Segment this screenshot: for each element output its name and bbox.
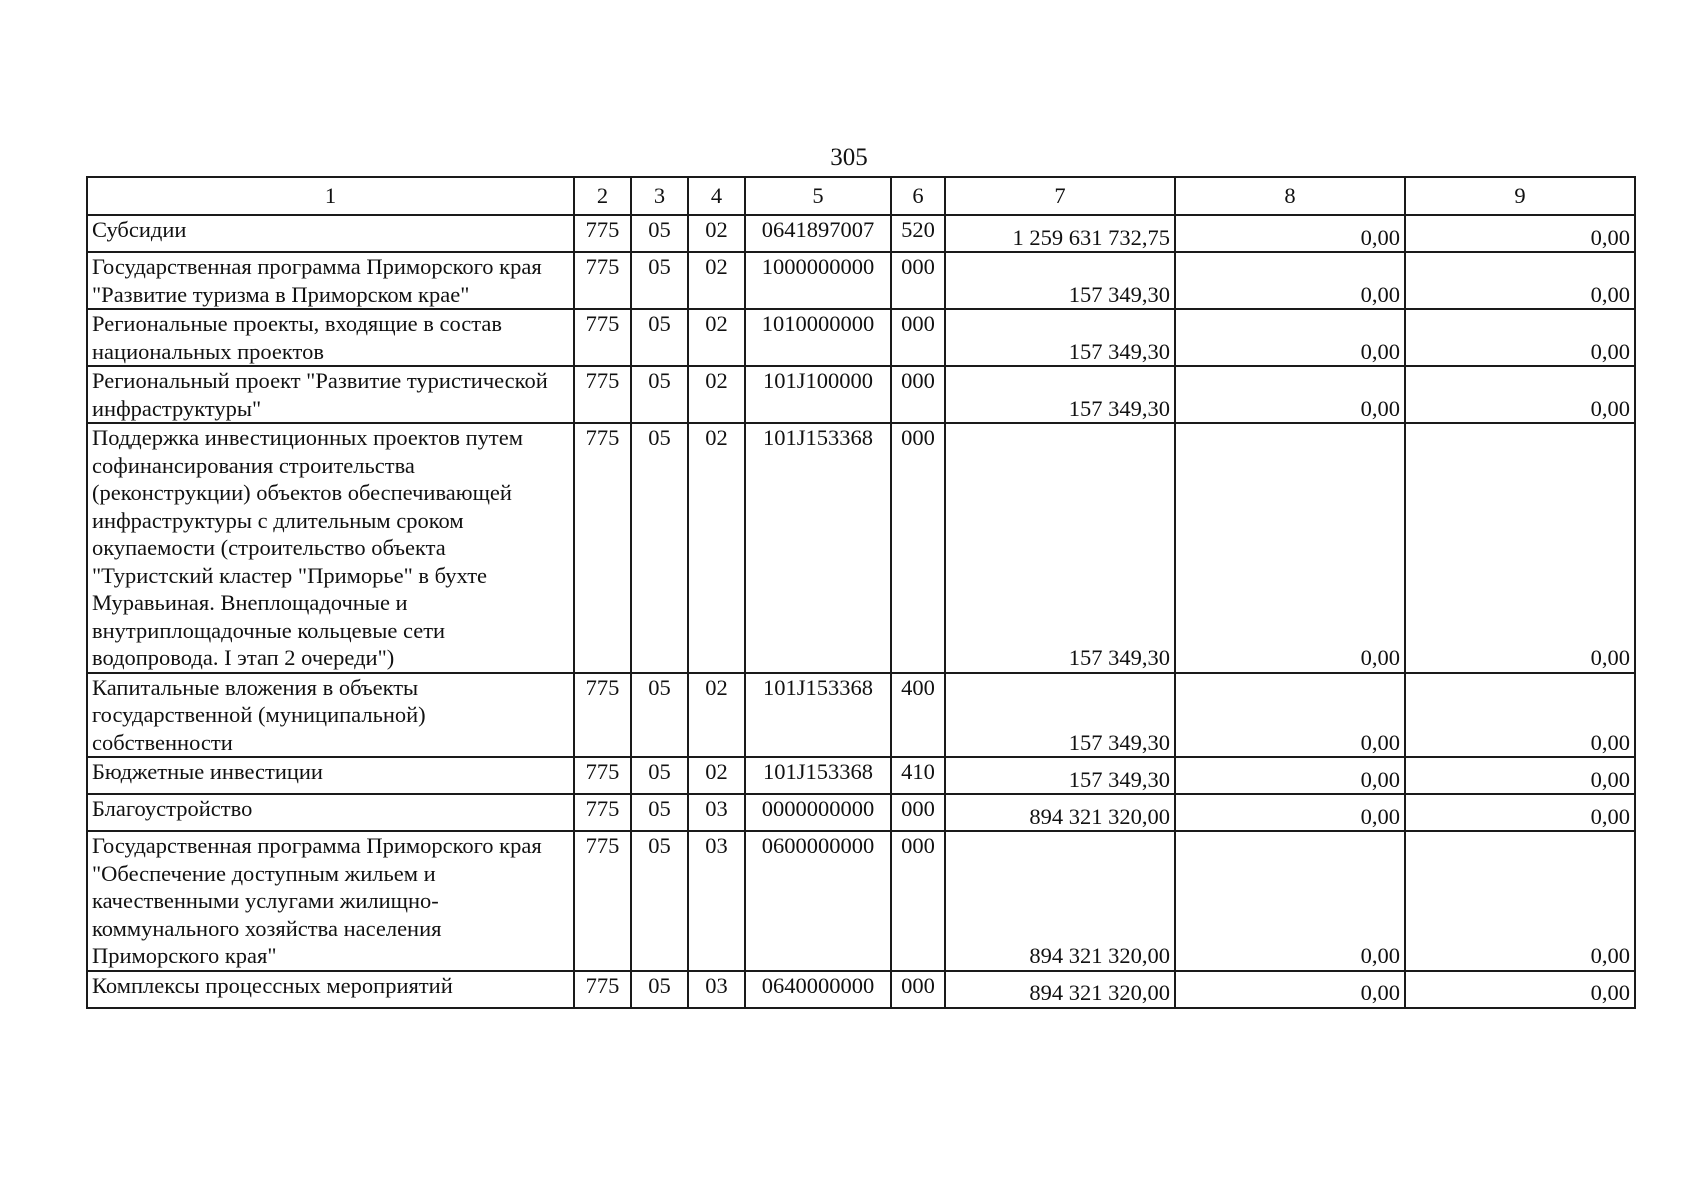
expense-type-cell: 000 (891, 831, 945, 971)
column-header: 1 (87, 177, 574, 215)
admin-code-cell: 775 (574, 366, 631, 423)
row-name-cell: Региональные проекты, входящие в состав национальных проектов (87, 309, 574, 366)
section-cell: 05 (631, 366, 688, 423)
row-name-cell: Бюджетные инвестиции (87, 757, 574, 794)
subsection-cell: 02 (688, 215, 745, 252)
page-number: 305 (830, 144, 868, 171)
admin-code-cell: 775 (574, 423, 631, 673)
row-name-cell: Субсидии (87, 215, 574, 252)
admin-code-cell: 775 (574, 252, 631, 309)
amount-col7-cell: 157 349,30 (945, 423, 1175, 673)
table-row (87, 309, 1635, 366)
expense-type-cell: 000 (891, 423, 945, 673)
expense-type-cell: 000 (891, 252, 945, 309)
amount-col7-cell: 894 321 320,00 (945, 971, 1175, 1008)
amount-col9-cell: 0,00 (1405, 366, 1635, 423)
budget-table (86, 176, 1636, 1009)
target-item-cell: 1000000000 (745, 252, 891, 309)
amount-col8-cell: 0,00 (1175, 423, 1405, 673)
section-cell: 05 (631, 252, 688, 309)
target-item-cell: 1010000000 (745, 309, 891, 366)
subsection-cell: 03 (688, 831, 745, 971)
table-row (87, 673, 1635, 758)
row-name-cell: Капитальные вложения в объекты государственной (муниципальной) собственности (87, 673, 574, 758)
amount-col9-cell: 0,00 (1405, 831, 1635, 971)
admin-code-cell: 775 (574, 757, 631, 794)
expense-type-cell: 000 (891, 309, 945, 366)
amount-col9-cell: 0,00 (1405, 757, 1635, 794)
column-header: 5 (745, 177, 891, 215)
amount-col7-cell: 157 349,30 (945, 673, 1175, 758)
target-item-cell: 0641897007 (745, 215, 891, 252)
expense-type-cell: 000 (891, 794, 945, 831)
expense-type-cell: 410 (891, 757, 945, 794)
expense-type-cell: 520 (891, 215, 945, 252)
amount-col8-cell: 0,00 (1175, 673, 1405, 758)
table-row (87, 423, 1635, 673)
subsection-cell: 03 (688, 794, 745, 831)
section-cell: 05 (631, 757, 688, 794)
column-header: 8 (1175, 177, 1405, 215)
table-row (87, 366, 1635, 423)
table-body (87, 215, 1635, 1008)
column-header: 9 (1405, 177, 1635, 215)
section-cell: 05 (631, 309, 688, 366)
table-row (87, 215, 1635, 252)
subsection-cell: 02 (688, 252, 745, 309)
amount-col7-cell: 157 349,30 (945, 366, 1175, 423)
column-header: 4 (688, 177, 745, 215)
target-item-cell: 0000000000 (745, 794, 891, 831)
admin-code-cell: 775 (574, 215, 631, 252)
table-row (87, 794, 1635, 831)
row-name-cell: Государственная программа Приморского края "Обеспечение доступным жильем и качественными услугами жилищно-коммунального хозяйства населения Приморского края" (87, 831, 574, 971)
subsection-cell: 02 (688, 366, 745, 423)
amount-col7-cell: 157 349,30 (945, 252, 1175, 309)
amount-col7-cell: 157 349,30 (945, 309, 1175, 366)
amount-col8-cell: 0,00 (1175, 794, 1405, 831)
amount-col7-cell: 894 321 320,00 (945, 794, 1175, 831)
section-cell: 05 (631, 423, 688, 673)
subsection-cell: 03 (688, 971, 745, 1008)
admin-code-cell: 775 (574, 794, 631, 831)
row-name-cell: Государственная программа Приморского края "Развитие туризма в Приморском крае" (87, 252, 574, 309)
table-row (87, 757, 1635, 794)
amount-col7-cell: 157 349,30 (945, 757, 1175, 794)
table-row (87, 831, 1635, 971)
column-header: 6 (891, 177, 945, 215)
amount-col8-cell: 0,00 (1175, 309, 1405, 366)
target-item-cell: 0640000000 (745, 971, 891, 1008)
amount-col9-cell: 0,00 (1405, 215, 1635, 252)
section-cell: 05 (631, 794, 688, 831)
admin-code-cell: 775 (574, 831, 631, 971)
subsection-cell: 02 (688, 423, 745, 673)
amount-col7-cell: 1 259 631 732,75 (945, 215, 1175, 252)
subsection-cell: 02 (688, 673, 745, 758)
amount-col8-cell: 0,00 (1175, 831, 1405, 971)
section-cell: 05 (631, 673, 688, 758)
section-cell: 05 (631, 831, 688, 971)
target-item-cell: 101J100000 (745, 366, 891, 423)
target-item-cell: 101J153368 (745, 423, 891, 673)
expense-type-cell: 000 (891, 971, 945, 1008)
column-header: 3 (631, 177, 688, 215)
column-header: 7 (945, 177, 1175, 215)
table-row (87, 971, 1635, 1008)
amount-col9-cell: 0,00 (1405, 794, 1635, 831)
admin-code-cell: 775 (574, 309, 631, 366)
amount-col9-cell: 0,00 (1405, 309, 1635, 366)
amount-col7-cell: 894 321 320,00 (945, 831, 1175, 971)
table-header (87, 177, 1635, 215)
expense-type-cell: 400 (891, 673, 945, 758)
table-row (87, 252, 1635, 309)
section-cell: 05 (631, 971, 688, 1008)
subsection-cell: 02 (688, 309, 745, 366)
expense-type-cell: 000 (891, 366, 945, 423)
target-item-cell: 101J153368 (745, 673, 891, 758)
admin-code-cell: 775 (574, 971, 631, 1008)
row-name-cell: Комплексы процессных мероприятий (87, 971, 574, 1008)
header-row (87, 177, 1635, 215)
amount-col8-cell: 0,00 (1175, 215, 1405, 252)
row-name-cell: Благоустройство (87, 794, 574, 831)
target-item-cell: 0600000000 (745, 831, 891, 971)
amount-col8-cell: 0,00 (1175, 971, 1405, 1008)
section-cell: 05 (631, 215, 688, 252)
amount-col9-cell: 0,00 (1405, 423, 1635, 673)
amount-col9-cell: 0,00 (1405, 252, 1635, 309)
amount-col8-cell: 0,00 (1175, 366, 1405, 423)
amount-col9-cell: 0,00 (1405, 673, 1635, 758)
amount-col8-cell: 0,00 (1175, 757, 1405, 794)
target-item-cell: 101J153368 (745, 757, 891, 794)
row-name-cell: Региональный проект "Развитие туристической инфраструктуры" (87, 366, 574, 423)
subsection-cell: 02 (688, 757, 745, 794)
column-header: 2 (574, 177, 631, 215)
row-name-cell: Поддержка инвестиционных проектов путем софинансирования строительства (реконструкции) объектов обеспечивающей инфраструктуры с длительным сроком окупаемости (строительство объекта "Туристский кластер "Приморье" в бухте Муравьиная. Внеплощадочные и внутриплощадочные кольцевые сети водопровода. I этап 2 очереди") (87, 423, 574, 673)
admin-code-cell: 775 (574, 673, 631, 758)
amount-col9-cell: 0,00 (1405, 971, 1635, 1008)
amount-col8-cell: 0,00 (1175, 252, 1405, 309)
